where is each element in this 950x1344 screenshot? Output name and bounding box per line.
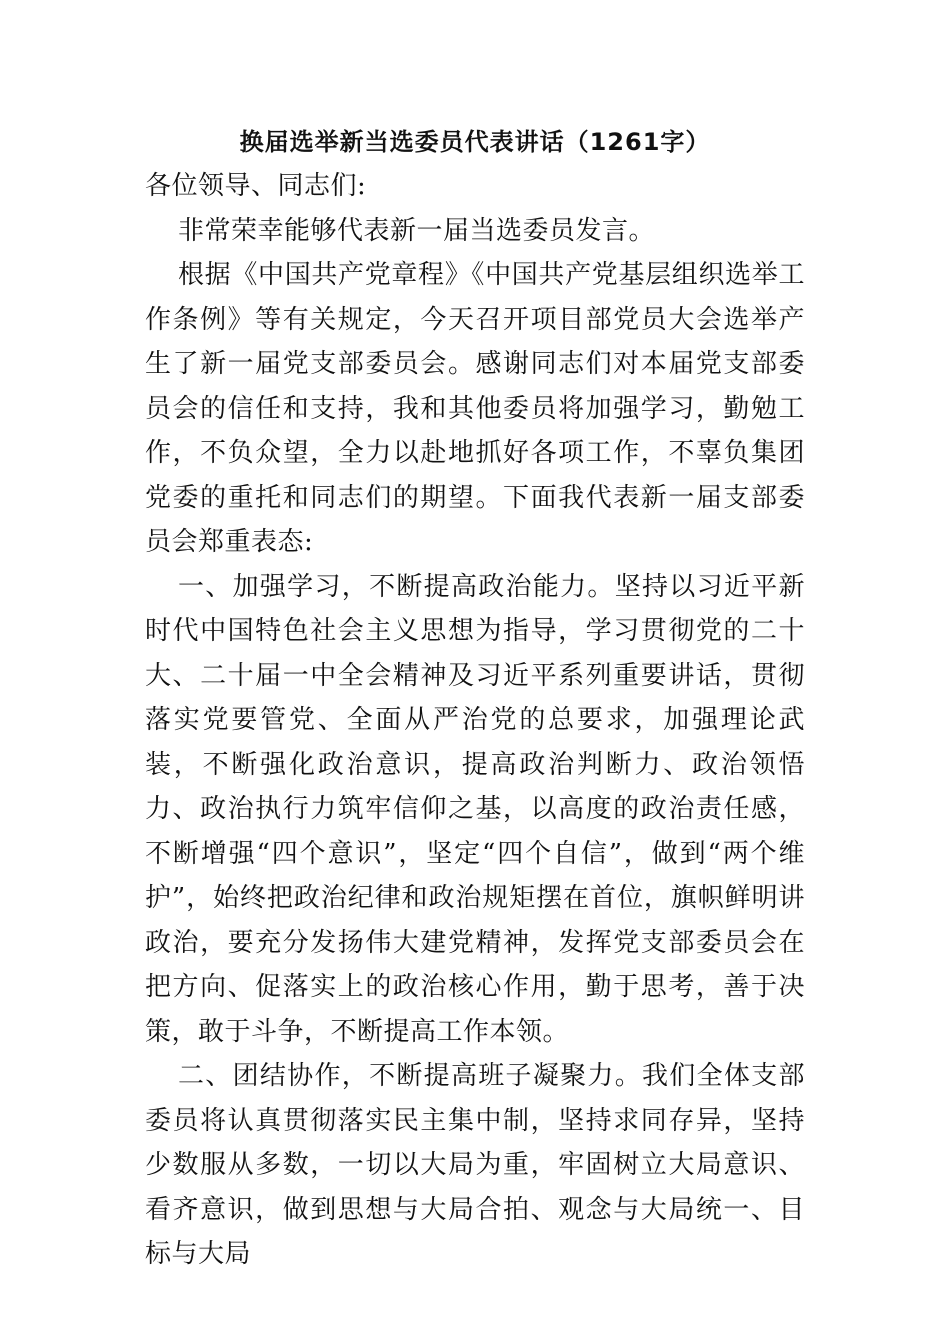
paragraph-point-one: 一、加强学习，不断提高政治能力。坚持以习近平新时代中国特色社会主义思想为指导，学习贯彻党的二十大、二十届一中全会精神及习近平系列重要讲话，贯彻落实党要管党、全面从严治党的总要求，加强理论武装，不断强化政治意识，提高政治判断力、政治领悟力、政治执行力筑牢信仰之基，以高度的政治责任感，不断增强“四个意识”，坚定“四个自信”，做到“两个维护”，始终把政治纪律和政治规矩摆在首位，旗帜鲜明讲政治，要充分发扬伟大建党精神，发挥党支部委员会在把方向、促落实上的政治核心作用，勤于思考，善于决策，敢于斗争，不断提高工作本领。 [145,571,805,1047]
paragraph-background: 根据《中国共产党章程》《中国共产党基层组织选举工作条例》等有关规定，今天召开项目部党员大会选举产生了新一届党支部委员会。感谢同志们对本届党支部委员会的信任和支持，我和其他委员将加强学习，勤勉工作，不负众望，全力以赴地抓好各项工作，不辜负集团党委的重托和同志们的期望。下面我代表新一届支部委员会郑重表态: [145,260,805,557]
paragraph-opening: 非常荣幸能够代表新一届当选委员发言。 [178,215,656,246]
document-title: 换届选举新当选委员代表讲话（1261字） [239,128,711,156]
paragraph-point-two: 二、团结协作，不断提高班子凝聚力。我们全体支部委员将认真贯彻落实民主集中制，坚持求同存异，坚持少数服从多数，一切以大局为重，牢固树立大局意识、看齐意识，做到思想与大局合拍、观念与大局统一、目标与大局 [145,1061,805,1269]
document-body [145,164,805,1277]
salutation: 各位领导、同志们: [145,171,367,201]
